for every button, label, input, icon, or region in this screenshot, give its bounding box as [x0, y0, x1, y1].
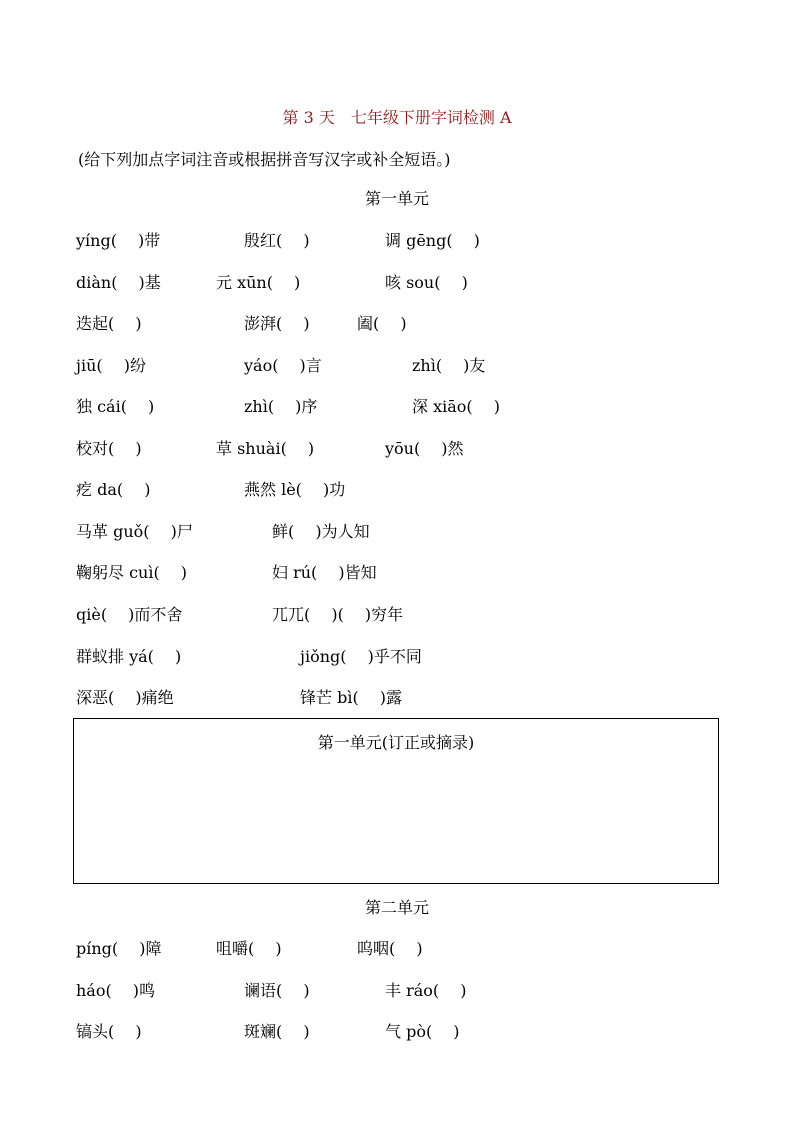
exercise-item[interactable]: 斑斓( ): [244, 1022, 310, 1041]
exercise-item[interactable]: zhì( )友: [412, 356, 486, 375]
exercise-item[interactable]: yíng( )带: [76, 231, 161, 250]
exercise-item[interactable]: 元 xūn( ): [216, 273, 301, 292]
correction-box-title: 第一单元(订正或摘录): [317, 733, 475, 752]
exercise-item[interactable]: 锋芒 bì( )露: [300, 688, 403, 707]
exercise-item[interactable]: 马革 guǒ( )尸: [76, 522, 193, 541]
exercise-item[interactable]: yōu( )然: [385, 439, 464, 458]
exercise-item[interactable]: diàn( )基: [76, 273, 161, 292]
exercise-item[interactable]: 燕然 lè( )功: [244, 480, 346, 499]
instruction-text: (给下列加点字词注音或根据拼音写汉字或补全短语。): [78, 150, 451, 169]
exercise-item[interactable]: 咳 sou( ): [385, 273, 468, 292]
exercise-item[interactable]: yáo( )言: [244, 356, 322, 375]
exercise-item[interactable]: 深恶( )痛绝: [76, 688, 174, 707]
exercise-item[interactable]: 阖( ): [357, 314, 407, 333]
exercise-item[interactable]: 迭起( ): [76, 314, 142, 333]
exercise-item[interactable]: qiè( )而不舍: [76, 605, 183, 624]
exercise-item[interactable]: 澎湃( ): [244, 314, 310, 333]
exercise-item[interactable]: 校对( ): [76, 439, 142, 458]
exercise-item[interactable]: 妇 rú( )皆知: [272, 563, 377, 582]
exercise-item[interactable]: 群蚁排 yá( ): [76, 647, 182, 666]
exercise-item[interactable]: 殷红( ): [244, 231, 310, 250]
exercise-item[interactable]: háo( )鸣: [76, 981, 156, 1000]
exercise-item[interactable]: jiǒng( )乎不同: [300, 647, 422, 666]
exercise-item[interactable]: 鲜( )为人知: [272, 522, 370, 541]
exercise-item[interactable]: 镐头( ): [76, 1022, 142, 1041]
unit2-heading: 第二单元: [364, 898, 429, 917]
exercise-item[interactable]: 鞠躬尽 cuì( ): [76, 563, 188, 582]
exercise-item[interactable]: 深 xiāo( ): [412, 397, 500, 416]
exercise-item[interactable]: 独 cái( ): [76, 397, 155, 416]
exercise-item[interactable]: 草 shuài( ): [216, 439, 315, 458]
exercise-item[interactable]: zhì( )序: [244, 397, 318, 416]
exercise-item[interactable]: 气 pò( ): [385, 1022, 460, 1041]
exercise-item[interactable]: 兀兀( )( )穷年: [272, 605, 404, 624]
page-title: 第 3 天 七年级下册字词检测 A: [282, 108, 512, 127]
correction-box[interactable]: [73, 718, 719, 884]
exercise-item[interactable]: 疙 da( ): [76, 480, 151, 499]
exercise-item[interactable]: 呜咽( ): [357, 939, 423, 958]
exercise-item[interactable]: jiū( )纷: [76, 356, 146, 375]
exercise-item[interactable]: 谰语( ): [244, 981, 310, 1000]
exercise-item[interactable]: 咀嚼( ): [216, 939, 282, 958]
unit1-heading: 第一单元: [364, 189, 429, 208]
exercise-item[interactable]: 调 gēng( ): [385, 231, 480, 250]
exercise-item[interactable]: píng( )障: [76, 939, 162, 958]
exercise-item[interactable]: 丰 ráo( ): [385, 981, 467, 1000]
